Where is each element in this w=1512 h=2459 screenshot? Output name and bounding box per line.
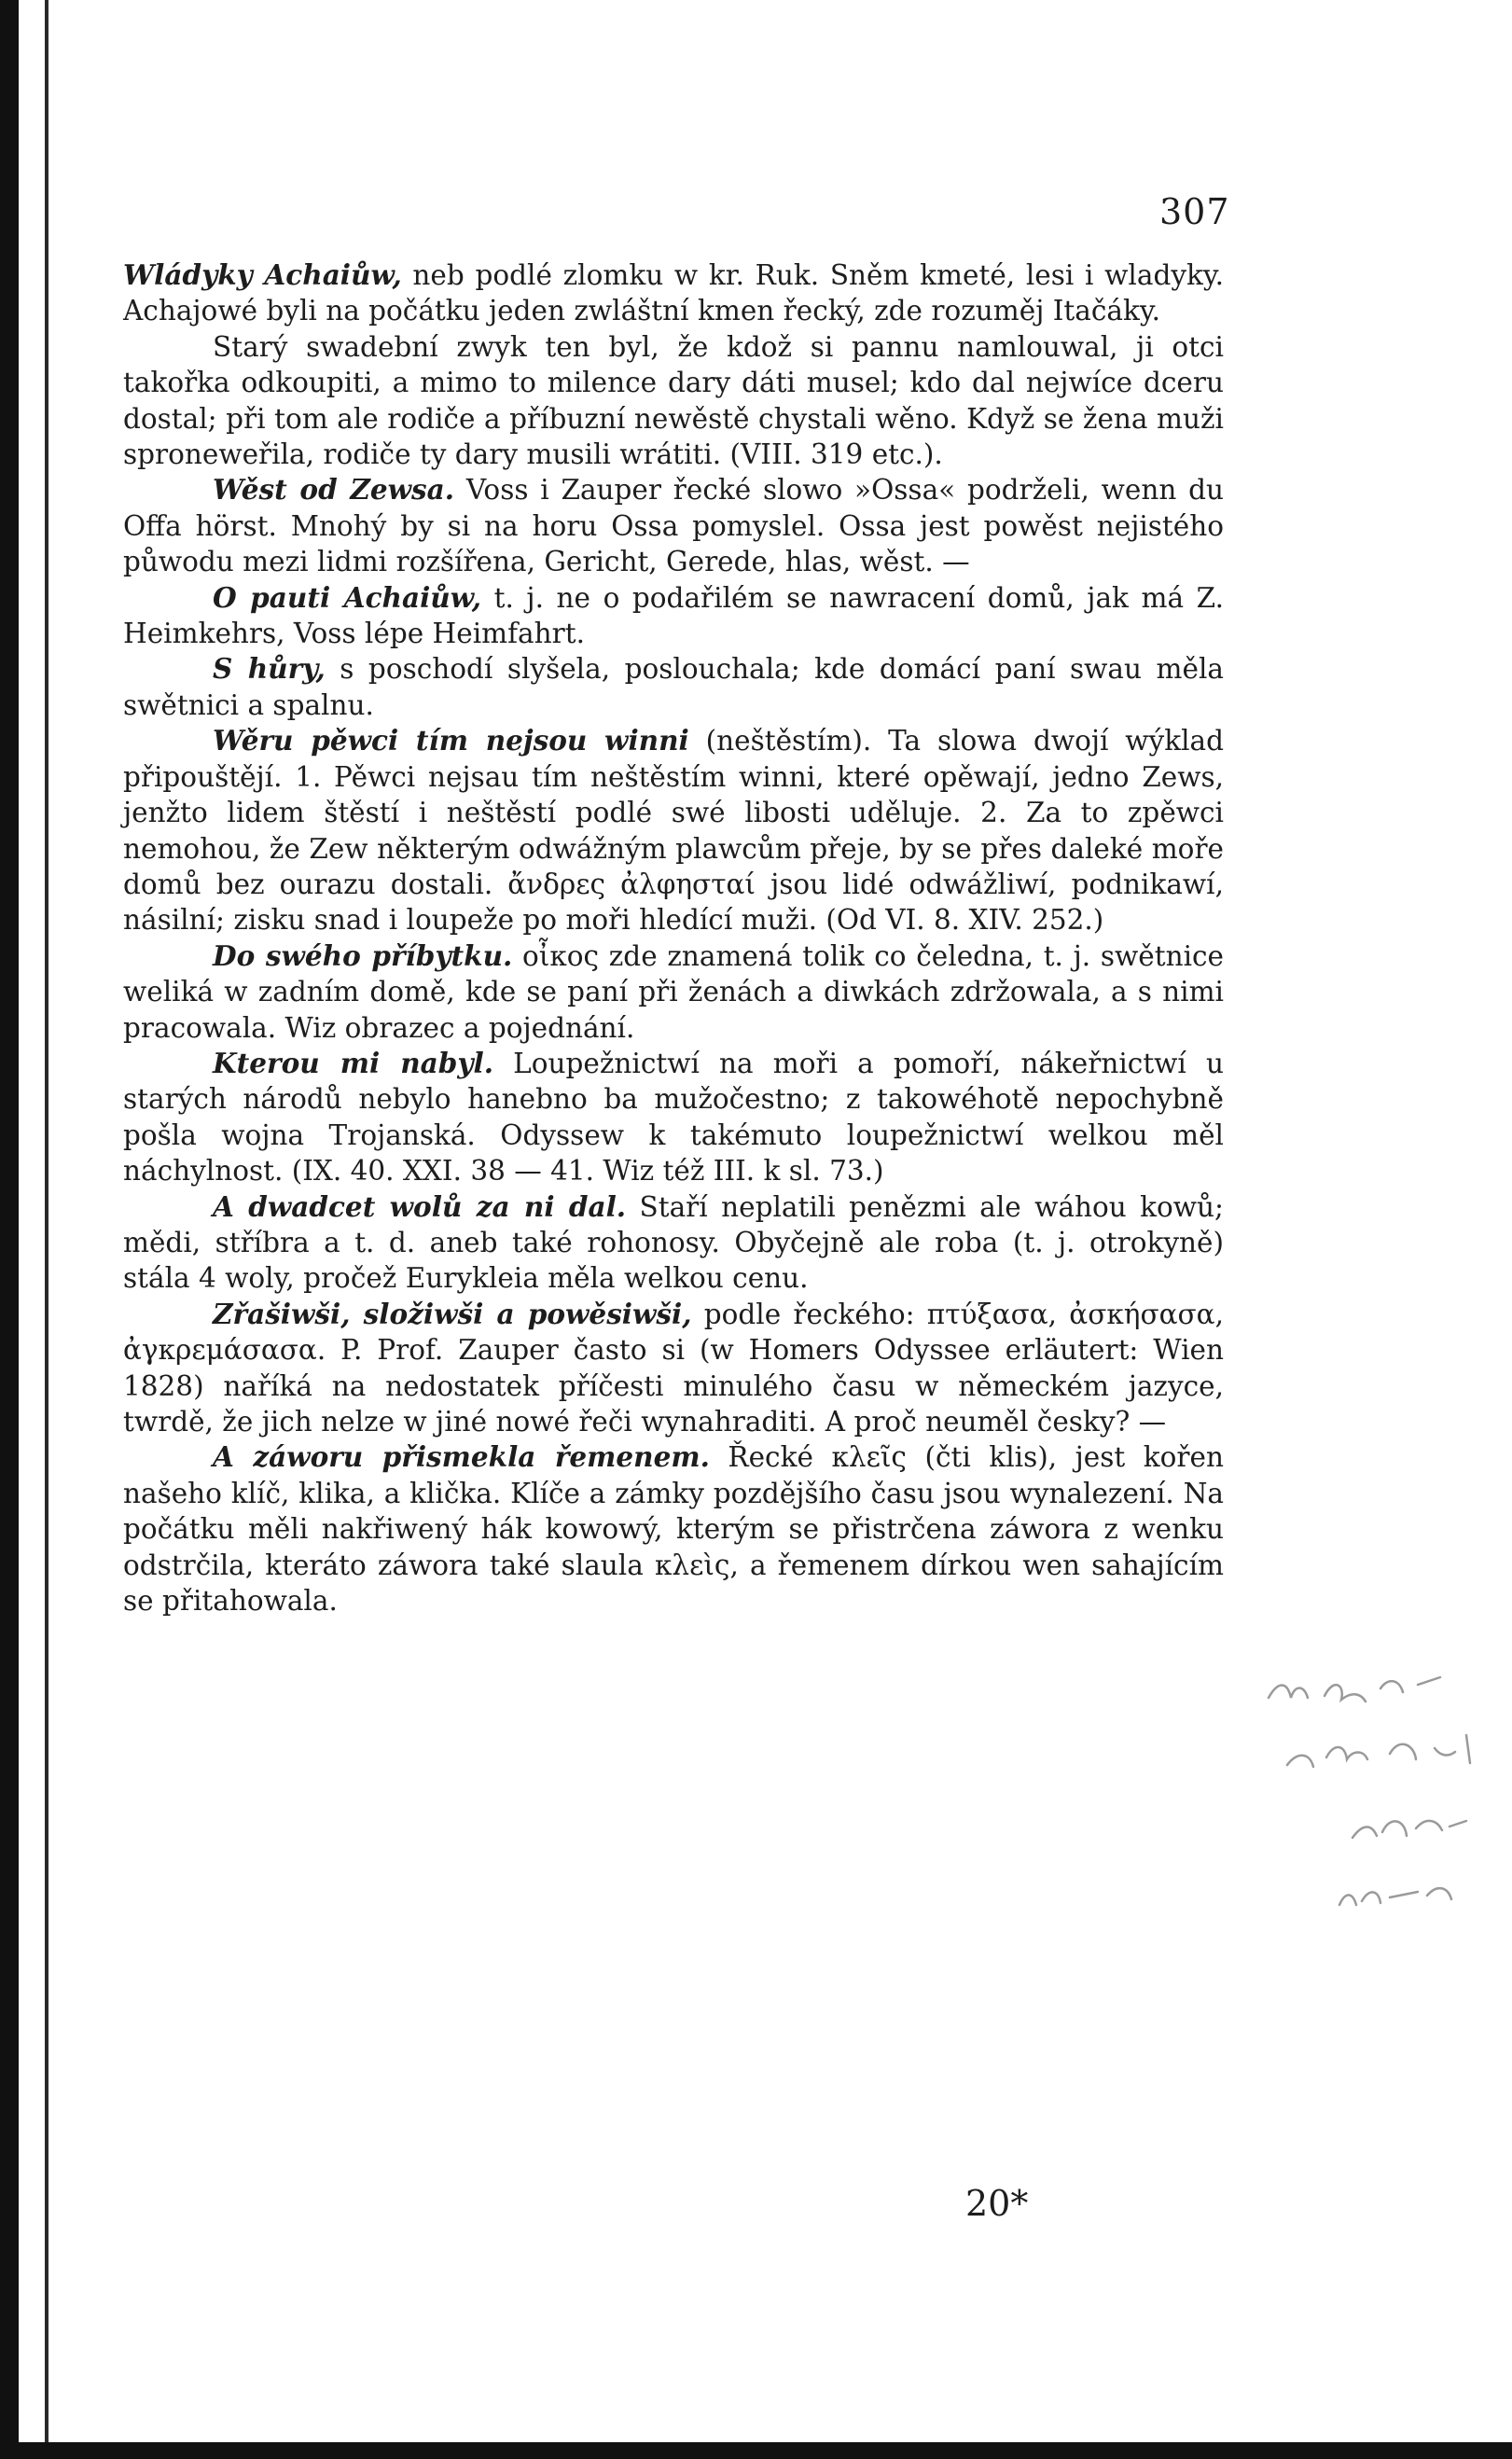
paragraph-zaworu — [123, 1439, 1224, 1618]
paragraph-text: (neštěstím). Ta slowa dwojí wýklad připouštějí. 1. Pěwci nejsau tím neštěstím winni, které opěwají, jedno Zews, jenžto lidem štěstí i neštěstí podlé swé libosti uděluje. 2. Za to zpěwci nemohou, že Zew některým odwážným plawcům přeje, by se přes daleké moře domů bez ourazu dostali. ἄνδρες ἀλφησταί jsou lidé odwážliwí, podnikawí, násilní; zisku snad i loupeže po moři hledící muži. (Od VI. 8. XIV. 252.) — [123, 725, 1224, 937]
paragraph-text: Řecké κλεῖς (čti klis), jest kořen našeho klíč, klika, a klička. Klíče a zámky pozdějšího času jsou wynalezení. Na počátku měli nakřiwený hák kowowý, kterým se přistrčena záwora z wenku odstrčila, kteráto záwora také slaula κλεὶς, a řemenem dírkou wen sahajícím se přitahowala. — [123, 1441, 1224, 1618]
handwritten-margin-notes — [1250, 1660, 1492, 1931]
scan-bottom-edge — [0, 2442, 1512, 2459]
lemma: Do swého příbytku. — [213, 938, 513, 972]
paragraph-dwadcet-wolu — [123, 1189, 1224, 1297]
lemma: Wěru pěwci tím nejsou winni — [213, 724, 689, 757]
handwriting-image — [1250, 1660, 1492, 1931]
paragraph-wladyky — [123, 257, 1224, 329]
paragraph-text: podle řeckého: πτύξασα, ἀσκήσασα, ἀγκρεμάσασα. P. Prof. Zauper často si (w Homers Odyssee erläutert: Wien 1828) naříká na nedostatek příčesti minulého času w německém jazyce, twrdě, že jich nelze w jiné nowé řeči wynahraditi. A proč neuměl česky? — — [123, 1298, 1224, 1438]
paragraph-o-pauti — [123, 580, 1224, 652]
lemma: O pauti Achaiůw, — [213, 580, 482, 614]
lemma: Zřašiwši, složiwši a powěsiwši, — [213, 1297, 692, 1330]
paragraph-zrasiwsi — [123, 1297, 1224, 1440]
lemma: Wěst od Zewsa. — [213, 473, 455, 507]
paragraph-text: Staří neplatili penězmi ale wáhou kowů; mědi, stříbra a t. d. aneb také rohonosy. Obyčejně ale roba (t. j. otrokyně) stála 4 woly, pročež Eurykleia měla welkou cenu. — [123, 1190, 1224, 1295]
commentary-text — [123, 257, 1224, 1618]
lemma: A dwadcet wolů za ni dal. — [213, 1189, 627, 1223]
paragraph-text: neb podlé zlomku w kr. Ruk. Sněm kmeté, lesi i wladyky. Achajowé byli na počátku jeden zwláštní kmen řecký, zde rozuměj Itačáky. — [123, 259, 1225, 327]
lemma: Kterou mi nabyl. — [213, 1046, 494, 1079]
paragraph-text: t. j. ne o podařilém se nawracení domů, jak má Z. Heimkehrs, Voss lépe Heimfahrt. — [123, 581, 1225, 650]
lemma: Wládyky Achaiůw, — [123, 258, 402, 291]
paragraph-s-hury — [123, 651, 1224, 723]
paragraph-west-od-zewsa — [123, 472, 1224, 579]
page-number: 307 — [1159, 191, 1230, 232]
paragraph-text: Loupežnictwí na moři a pomoří, nákeřnictwí u starých národů nebylo hanebno ba mužočestno; z takowéhotě nepochybně pošla wojna Trojanská. Odyssew k takémuto loupežnictwí welkou měl náchylnost. (IX. 40. XXI. 38 — 41. Wiz též III. k sl. 73.) — [123, 1047, 1224, 1188]
paragraph-text: Starý swadební zwyk ten byl, že kdož si pannu namlouwal, ji otci takořka odkoupiti, a mimo to milence dary dáti musel; kdo dal nejwíce dceru dostal; při tom ale rodiče a příbuzní newěstě chystali wěno. Když se žena muži sproneweřila, rodiče ty dary musili wrátiti. (VIII. 319 etc.). — [123, 330, 1224, 471]
scan-left-edge — [0, 0, 19, 2459]
printer-signature: 20* — [965, 2183, 1029, 2224]
scan-binding-line — [45, 0, 49, 2459]
lemma: S hůry, — [213, 652, 326, 686]
paragraph-do-sweho-pribytku — [123, 938, 1224, 1046]
paragraph-kterou-mi-nabyl — [123, 1046, 1224, 1189]
paragraph-text: s poschodí slyšela, poslouchala; kde domácí paní swau měla swětnici a spalnu. — [123, 653, 1224, 721]
paragraph-weru-pewci — [123, 723, 1224, 938]
paragraph-swadebni-zwyk — [123, 329, 1224, 473]
paragraph-text: οἶκος zde znamená tolik co čeledna, t. j. swětnice weliká w zadním domě, kde se paní při ženách a diwkách zdržowala, a s nimi pracowala. Wiz obrazec a pojednání. — [123, 939, 1224, 1044]
paragraph-text: Voss i Zauper řecké slowo »Ossa« podrželi, wenn du Offa hörst. Mnohý by si na horu Ossa pomyslel. Ossa jest powěst nejistého půwodu mezi lidmi rozšířena, Gericht, Gerede, hlas, wěst. — — [123, 474, 1224, 578]
lemma: A záworu přismekla řemenem. — [213, 1440, 710, 1474]
